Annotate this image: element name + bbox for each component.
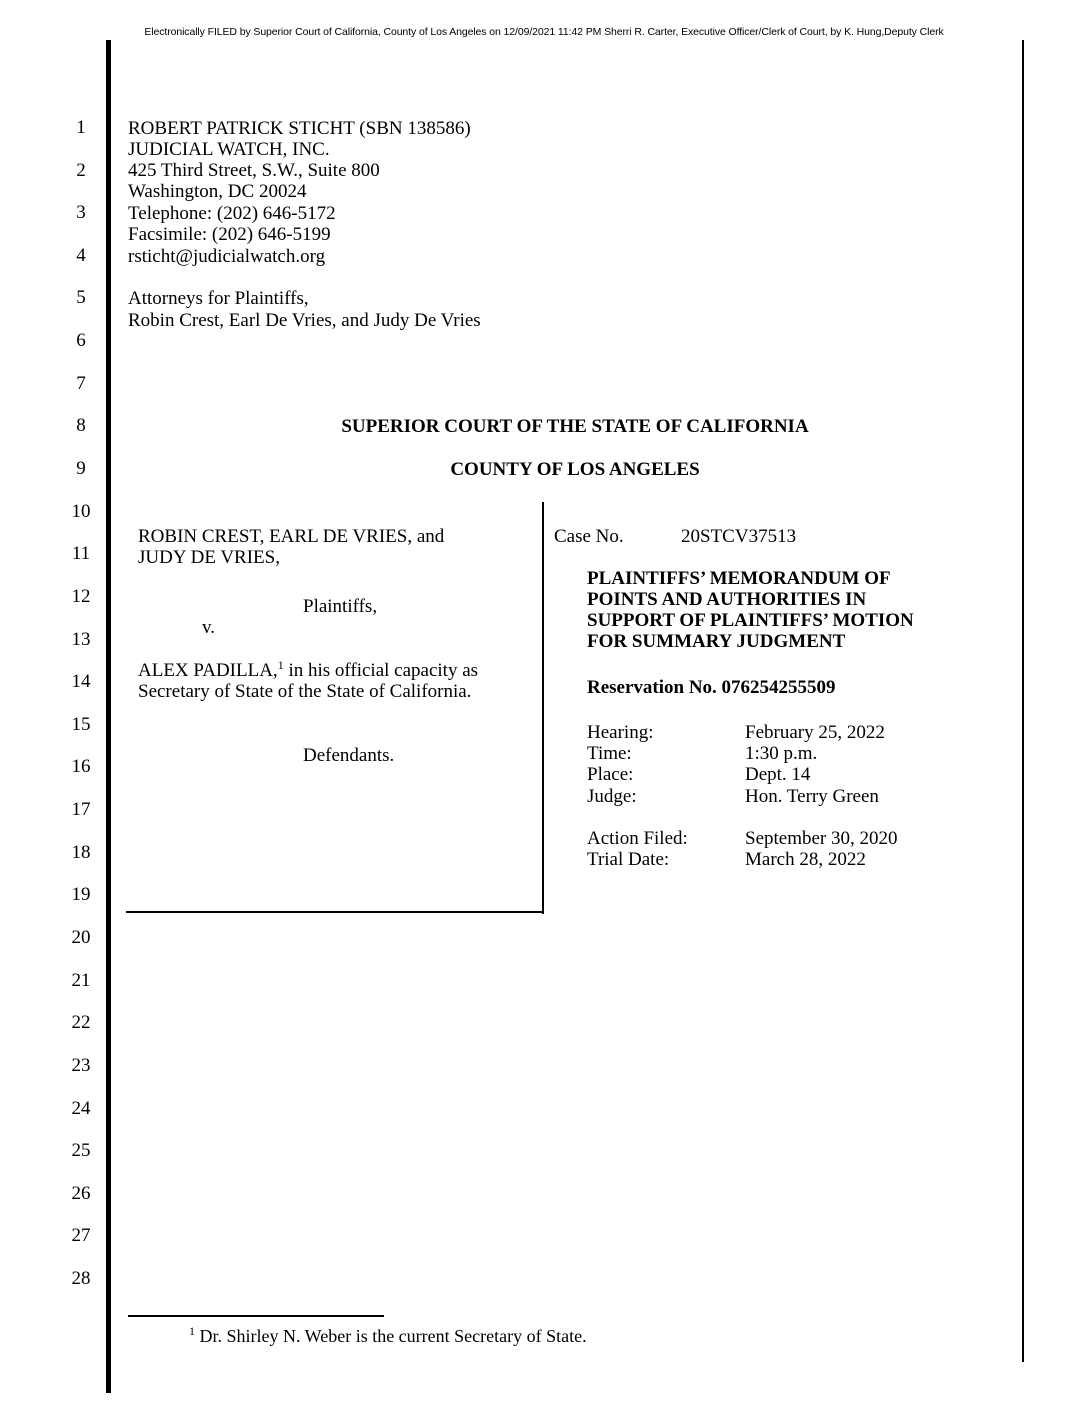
judge-label: Judge:	[587, 786, 637, 807]
court-county: COUNTY OF LOS ANGELES	[450, 459, 700, 480]
line-number: 1	[76, 117, 86, 138]
place-label: Place:	[587, 764, 634, 785]
plaintiffs-label: Plaintiffs,	[303, 596, 378, 617]
line-number: 22	[71, 1012, 91, 1033]
line-number: 28	[71, 1268, 91, 1289]
line-number: 12	[71, 586, 91, 607]
line-number: 18	[71, 842, 91, 863]
defendant-line2: Secretary of State of the State of California.	[138, 681, 472, 702]
line-number: 2	[76, 160, 86, 181]
case-number-label: Case No.	[554, 526, 624, 547]
line-number: 11	[71, 543, 91, 564]
reservation-number: Reservation No. 076254255509	[587, 677, 836, 698]
line-number: 3	[76, 202, 86, 223]
electronic-filing-stamp: Electronically FILED by Superior Court of California, County of Los Angeles on 12/09/2021 11:42 PM Sherri R. Carter, Executive Officer/Clerk of Court, by K. Hung,Deputy Clerk	[144, 26, 944, 38]
plaintiffs-names-line2: JUDY DE VRIES,	[138, 547, 280, 568]
line-number: 25	[71, 1140, 91, 1161]
time-label: Time:	[587, 743, 632, 764]
trial-date-label: Trial Date:	[587, 849, 670, 870]
line-number: 24	[71, 1098, 91, 1119]
attorney-name: ROBERT PATRICK STICHT (SBN 138586)	[128, 118, 471, 139]
left-margin-rule	[106, 40, 111, 1393]
right-margin-rule	[1022, 40, 1024, 1362]
versus: v.	[202, 617, 216, 638]
line-number: 23	[71, 1055, 91, 1076]
footnote-text: Dr. Shirley N. Weber is the current Secretary of State.	[195, 1326, 587, 1346]
firm-name: JUDICIAL WATCH, INC.	[128, 139, 330, 160]
plaintiffs-names-line1: ROBIN CREST, EARL DE VRIES, and	[138, 526, 445, 547]
line-number: 6	[76, 330, 86, 351]
footnote-number: 1	[189, 1324, 195, 1338]
line-number: 9	[76, 458, 86, 479]
attorneys-for: Attorneys for Plaintiffs,	[128, 288, 309, 309]
footnote-separator	[128, 1315, 384, 1317]
court-name: SUPERIOR COURT OF THE STATE OF CALIFORNIA	[341, 416, 809, 437]
line-number: 16	[71, 756, 91, 777]
footnote	[189, 1326, 587, 1347]
facsimile: Facsimile: (202) 646-5199	[128, 224, 331, 245]
document-title-line1: PLAINTIFFS’ MEMORANDUM OF	[587, 568, 891, 589]
line-number: 13	[71, 629, 91, 650]
hearing-value: February 25, 2022	[745, 722, 885, 743]
caption-divider-horizontal	[126, 911, 544, 913]
line-number: 20	[71, 927, 91, 948]
case-number: 20STCV37513	[681, 526, 797, 547]
line-number: 4	[76, 245, 86, 266]
place-value: Dept. 14	[745, 764, 811, 785]
defendant-name: ALEX PADILLA,	[138, 660, 278, 681]
client-names: Robin Crest, Earl De Vries, and Judy De Vries	[128, 310, 481, 331]
line-number: 5	[76, 287, 86, 308]
line-number: 19	[71, 884, 91, 905]
defendants-label: Defendants.	[303, 745, 395, 766]
line-number: 15	[71, 714, 91, 735]
line-number: 14	[71, 671, 91, 692]
email: rsticht@judicialwatch.org	[128, 246, 326, 267]
line-number: 26	[71, 1183, 91, 1204]
line-number: 21	[71, 970, 91, 991]
defendant-capacity: in his official capacity as	[283, 660, 479, 681]
action-filed-label: Action Filed:	[587, 828, 688, 849]
document-title-line4: FOR SUMMARY JUDGMENT	[587, 631, 846, 652]
caption-divider-vertical	[542, 502, 544, 914]
document-title-line2: POINTS AND AUTHORITIES IN	[587, 589, 867, 610]
line-number: 17	[71, 799, 91, 820]
footnote-reference[interactable]: 1	[277, 658, 284, 672]
trial-date-value: March 28, 2022	[745, 849, 866, 870]
line-number: 8	[76, 415, 86, 436]
defendant-line1	[138, 660, 478, 681]
action-filed-value: September 30, 2020	[745, 828, 898, 849]
hearing-label: Hearing:	[587, 722, 654, 743]
line-number: 27	[71, 1225, 91, 1246]
judge-value: Hon. Terry Green	[745, 786, 879, 807]
firm-address-street: 425 Third Street, S.W., Suite 800	[128, 160, 380, 181]
time-value: 1:30 p.m.	[745, 743, 818, 764]
line-number: 10	[71, 501, 91, 522]
telephone: Telephone: (202) 646-5172	[128, 203, 336, 224]
document-title-line3: SUPPORT OF PLAINTIFFS’ MOTION	[587, 610, 914, 631]
line-number: 7	[76, 373, 86, 394]
firm-address-city: Washington, DC 20024	[128, 181, 307, 202]
